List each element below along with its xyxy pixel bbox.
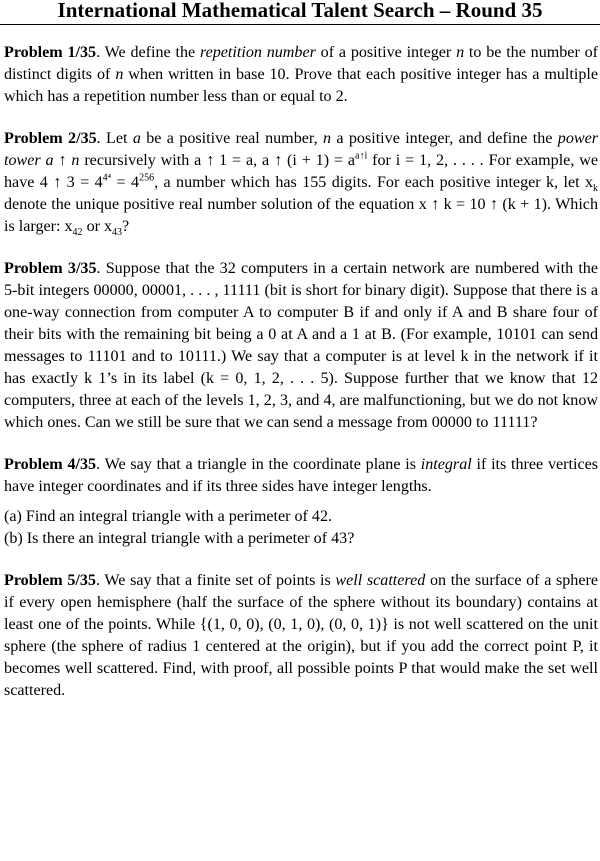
problem-4-part-b: (b) Is there an integral triangle with a perimeter of 43? [4,530,355,547]
problem-4-part-a: (a) Find an integral triangle with a perimeter of 42. [4,508,333,525]
page-title: International Mathematical Talent Search – Round 35 [57,0,543,22]
problem-label: Problem 2/35 [4,130,97,147]
defined-term: integral [420,456,472,473]
defined-term: repetition number [199,44,316,61]
problem-label: Problem 1/35 [4,44,97,61]
problem-5: Problem 5/35. We say that a finite set of points is well scattered on the surface of a sphere if every open hemisphere (half the surface of the sphere without its boundary) contains at least one of the points. While {(1, 0, 0), (0, 1, 0), (0, 0, 1)} is not well scattered on the unit sphere (the sphere of radius 1 centered at the origin), but if you add the correct point P, it becomes well scattered. Find, with proof, all possible points P that would make the set well scattered. [4,572,598,699]
problem-list [4,42,598,702]
defined-term: power tower a ↑ n [4,130,599,169]
problem-4: Problem 4/35. We say that a triangle in the coordinate plane is integral if its three vertices have integer coordinates and if its three sides have integer lengths. (a) Find an integral triangle with a perimeter of 42. (b) Is there an integral triangle with a perimeter of 43? [4,454,598,550]
problem-label: Problem 4/35 [4,456,97,473]
page-header [0,0,600,25]
problem-2: Problem 2/35. Let a be a positive real number, n a positive integer, and define the power tower a ↑ n recursively with a ↑ 1 = a, a ↑ $(i + 1) = a^{a↑i}$ for i = 1, 2, . . . . For example, we have 4 ↑ $3 = 4^{4^4} = 4^{256}$, a number which has 155 digits. For each positive integer k, let $x_k$ denote the unique positive real number solution of the equation x ↑ k = 10 ↑ (k + 1). Which is larger: $x_{42}$ or $x_{43}$? [4,130,599,239]
problem-label: Problem 5/35 [4,572,96,589]
problem-3: Problem 3/35. Suppose that the 32 computers in a certain network are numbered with the 5-bit integers 00000, 00001, . . . , 11111 (bit is short for binary digit). Suppose that there is a one-way connection from computer A to computer B if and only if A and B share four of their bits with the remaining bit being a 0 at A and a 1 at B. (For example, 10101 can send messages to 11101 and to 10111.) We say that a computer is at level k in the network if it has exactly k 1’s in its label (k = 0, 1, 2, . . . 5). Suppose further that we know that 12 computers, three at each of the levels 1, 2, 3, and 4, are malfunctioning, but we do not know which ones. Can we still be sure that we can send a message from 00000 to 11111? [4,260,598,431]
problem-1: Problem 1/35. We define the repetition number of a positive integer n to be the number of distinct digits of n when written in base 10. Prove that each positive integer has a multiple which has a repetition number less than or equal to 2. [4,44,599,105]
problem-label: Problem 3/35 [4,260,97,277]
defined-term: well scattered [335,572,426,589]
